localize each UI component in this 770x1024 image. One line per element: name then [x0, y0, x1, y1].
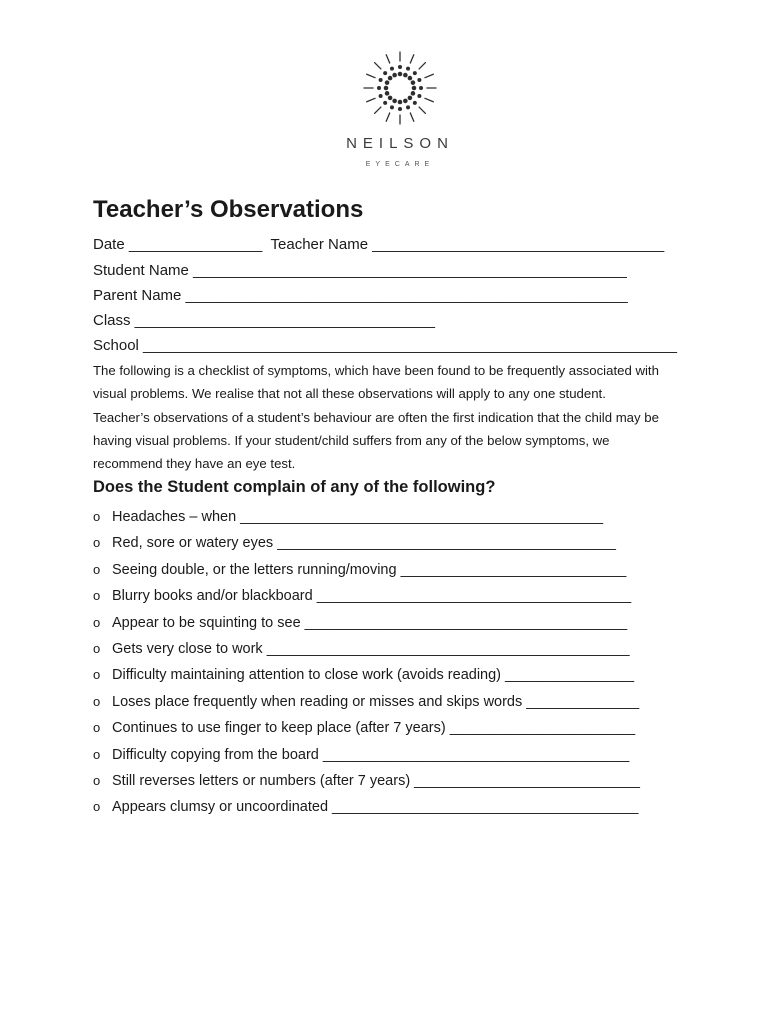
- checkbox-icon[interactable]: o: [93, 667, 101, 683]
- logo-dot: [398, 72, 403, 77]
- logo-dot: [379, 94, 383, 98]
- logo-ray: [419, 107, 425, 113]
- checklist-item-label: Still reverses letters or numbers (after 7 years) ____________________________: [112, 772, 640, 789]
- logo-ray: [375, 107, 381, 113]
- checklist-item-label: Continues to use finger to keep place (after 7 years) _______________________: [112, 720, 636, 737]
- paragraph-line: visual problems. We realise that not all these observations will apply to any one student.: [93, 386, 606, 402]
- logo-dot: [398, 107, 402, 111]
- teacher-name-label: Teacher Name ___________________________________: [270, 236, 665, 253]
- logo-ray: [386, 113, 389, 121]
- checkbox-icon[interactable]: o: [93, 640, 101, 656]
- logo-dot: [383, 71, 387, 75]
- logo-dot: [417, 78, 421, 82]
- checklist-item[interactable]: [93, 559, 640, 585]
- logo-ray: [367, 74, 375, 77]
- checklist-item-label: Blurry books and/or blackboard _______________________________________: [112, 588, 632, 605]
- logo-dot: [406, 105, 410, 109]
- intro-paragraph: [93, 359, 723, 475]
- checklist-heading: Does the Student complain of any of the following?: [93, 478, 496, 496]
- logo-dot: [406, 67, 410, 71]
- checkbox-icon[interactable]: o: [93, 693, 101, 709]
- checkbox-icon[interactable]: o: [93, 746, 101, 762]
- page-title: Teacher’s Observations: [93, 196, 364, 223]
- logo-ray: [419, 63, 425, 69]
- date-field[interactable]: [93, 236, 664, 253]
- logo-dot: [388, 96, 393, 101]
- logo-dot: [385, 80, 390, 85]
- checklist-item-label: Red, sore or watery eyes __________________________________________: [112, 535, 616, 552]
- checklist-item[interactable]: [93, 612, 640, 638]
- logo-dot: [417, 94, 421, 98]
- checklist-item-label: Appear to be squinting to see ________________________________________: [112, 614, 628, 631]
- checklist-item[interactable]: [93, 638, 640, 664]
- checklist-item[interactable]: [93, 691, 640, 717]
- logo-ray: [425, 98, 433, 101]
- checklist-item[interactable]: [93, 796, 640, 822]
- logo-dot: [398, 65, 402, 69]
- logo-dot: [403, 99, 408, 104]
- paragraph-line: The following is a checklist of symptoms, which have been found to be frequently associated with: [93, 363, 659, 378]
- logo-dot: [413, 71, 417, 75]
- logo-ray: [375, 63, 381, 69]
- checkbox-icon[interactable]: o: [93, 614, 101, 630]
- logo-dot: [419, 86, 423, 90]
- checklist-item-label: Appears clumsy or uncoordinated ______________________________________: [112, 799, 639, 816]
- checklist-item[interactable]: [93, 770, 640, 796]
- logo-dot: [383, 101, 387, 105]
- checkbox-icon[interactable]: o: [93, 772, 101, 788]
- checklist-item[interactable]: [93, 585, 640, 611]
- checkbox-icon[interactable]: o: [93, 535, 101, 551]
- logo-ray: [410, 113, 413, 121]
- logo-dot: [413, 101, 417, 105]
- logo-dot: [377, 86, 381, 90]
- checklist-item-label: Seeing double, or the letters running/moving ____________________________: [112, 561, 627, 578]
- checkbox-icon[interactable]: o: [93, 509, 101, 524]
- checklist-item[interactable]: [93, 506, 640, 532]
- logo-dot: [398, 100, 403, 105]
- class-field[interactable]: Class ____________________________________: [93, 312, 435, 329]
- logo-dot: [408, 96, 413, 101]
- logo-ray: [425, 74, 433, 77]
- logo-dot: [390, 105, 394, 109]
- checklist-item-label: Difficulty copying from the board ______________________________________: [112, 746, 630, 763]
- checklist-item-label: Gets very close to work _____________________________________________: [112, 640, 630, 657]
- checklist-item[interactable]: [93, 664, 640, 690]
- logo-dot: [388, 76, 393, 81]
- logo-ray: [367, 98, 375, 101]
- checkbox-icon[interactable]: o: [93, 720, 101, 736]
- logo-dot: [392, 99, 397, 104]
- logo-dot: [411, 91, 416, 96]
- checklist-item-label: Loses place frequently when reading or misses and skips words ______________: [112, 693, 640, 710]
- date-label: Date ________________: [93, 236, 263, 253]
- logo-dot: [403, 73, 408, 78]
- logo-dot: [392, 73, 397, 78]
- logo-dot: [412, 86, 417, 91]
- logo-ray: [410, 55, 413, 63]
- symptom-checklist: [93, 506, 640, 823]
- checkbox-icon[interactable]: o: [93, 588, 101, 604]
- logo-subtitle: EYECARE: [365, 161, 435, 168]
- checklist-item-label: Difficulty maintaining attention to close work (avoids reading) ________________: [112, 667, 635, 684]
- logo-dot: [408, 76, 413, 81]
- logo-dot: [411, 80, 416, 85]
- logo-dot: [390, 67, 394, 71]
- logo-dot: [379, 78, 383, 82]
- checkbox-icon[interactable]: o: [93, 799, 101, 815]
- logo-dot: [384, 86, 389, 91]
- checklist-item[interactable]: [93, 532, 640, 558]
- paragraph-line: recommend they have an eye test.: [93, 456, 296, 472]
- parent-name-field[interactable]: Parent Name _____________________________________________________: [93, 287, 628, 304]
- paragraph-line: having visual problems. If your student/child suffers from any of the below symptoms, we: [93, 432, 610, 448]
- paragraph-line: Teacher’s observations of a student’s behaviour are often the first indication that the child may be: [93, 409, 659, 425]
- checklist-item[interactable]: [93, 717, 640, 743]
- checklist-item[interactable]: [93, 744, 640, 770]
- student-name-field[interactable]: Student Name ____________________________________________________: [93, 262, 627, 279]
- sunburst-dots-icon: [355, 48, 445, 132]
- checklist-item-label: Headaches – when _____________________________________________: [112, 509, 604, 525]
- logo-dot: [385, 91, 390, 96]
- logo: [0, 48, 770, 178]
- school-field[interactable]: School ________________________________________________________________: [93, 337, 677, 354]
- checkbox-icon[interactable]: o: [93, 561, 101, 577]
- logo-name: NEILSON: [346, 135, 454, 152]
- logo-ray: [386, 55, 389, 63]
